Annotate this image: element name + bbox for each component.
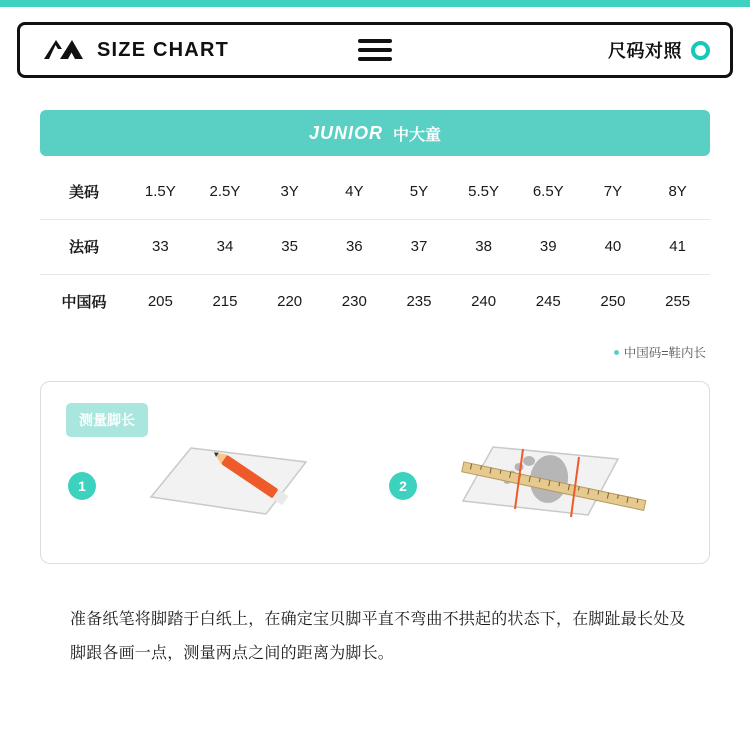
table-cell: 240 [471, 293, 497, 311]
instruction-text: 准备纸笔将脚踏于白纸上，在确定宝贝脚平直不弯曲不拱起的状态下，在脚趾最长处及脚跟各画一点，测量两点之间的距离为脚长。 [70, 611, 686, 662]
page-title: SIZE CHART [97, 38, 229, 61]
size-chart-banner [40, 110, 710, 156]
table-cell: 35 [257, 219, 322, 274]
table-cell: 36 [322, 219, 387, 274]
table-cell: 5Y [387, 164, 452, 219]
paper-and-pencil-icon [146, 444, 321, 524]
header-right-group[interactable] [608, 37, 710, 63]
table-cell: 33 [128, 219, 193, 274]
measure-tag-label: 测量脚长 [66, 403, 148, 437]
foot-outline-with-ruler-icon [453, 437, 653, 537]
row-label: 中国码 [61, 294, 107, 312]
banner-cn-label: 中大童 [393, 126, 442, 144]
table-row [40, 164, 710, 219]
page-header [17, 22, 733, 78]
table-cell: 4Y [322, 164, 387, 219]
table-cell: 41 [645, 219, 710, 274]
table-cell: 38 [451, 219, 516, 274]
step-2-badge: 2 [389, 472, 417, 500]
table-cell: 255 [665, 293, 691, 311]
size-table [40, 164, 710, 329]
table-cell: 7Y [581, 164, 646, 219]
table-cell: 250 [600, 293, 626, 311]
table-cell: 2.5Y [193, 164, 258, 219]
table-cell: 230 [341, 293, 367, 311]
row-label: 法码 [40, 219, 128, 274]
table-cell: 245 [535, 293, 561, 311]
anta-logo-icon [42, 37, 84, 63]
size-chart-section [40, 110, 710, 361]
table-cell: 1.5Y [128, 164, 193, 219]
header-right-label: 尺码对照 [608, 41, 682, 61]
table-cell: 215 [212, 293, 238, 311]
bullet-dot-icon [614, 350, 619, 355]
table-cell: 220 [277, 293, 303, 311]
row-label: 美码 [40, 164, 128, 219]
table-cell: 39 [516, 219, 581, 274]
table-cell: 5.5Y [451, 164, 516, 219]
table-cell: 205 [147, 293, 173, 311]
table-cell: 40 [581, 219, 646, 274]
table-cell: 3Y [257, 164, 322, 219]
table-cell: 34 [193, 219, 258, 274]
table-cell: 37 [387, 219, 452, 274]
note-text: 中国码=鞋内长 [623, 346, 706, 360]
teal-ring-icon [691, 41, 710, 60]
measure-instructions-card [40, 381, 710, 564]
table-row [40, 219, 710, 274]
table-cell: 235 [406, 293, 432, 311]
table-cell: 6.5Y [516, 164, 581, 219]
size-table-note [40, 343, 710, 361]
step-1-badge: 1 [68, 472, 96, 500]
table-cell: 8Y [645, 164, 710, 219]
hamburger-menu-icon[interactable] [358, 39, 392, 61]
banner-en-label: JUNIOR [308, 122, 383, 143]
table-row [40, 274, 710, 329]
top-accent-bar [0, 0, 750, 7]
